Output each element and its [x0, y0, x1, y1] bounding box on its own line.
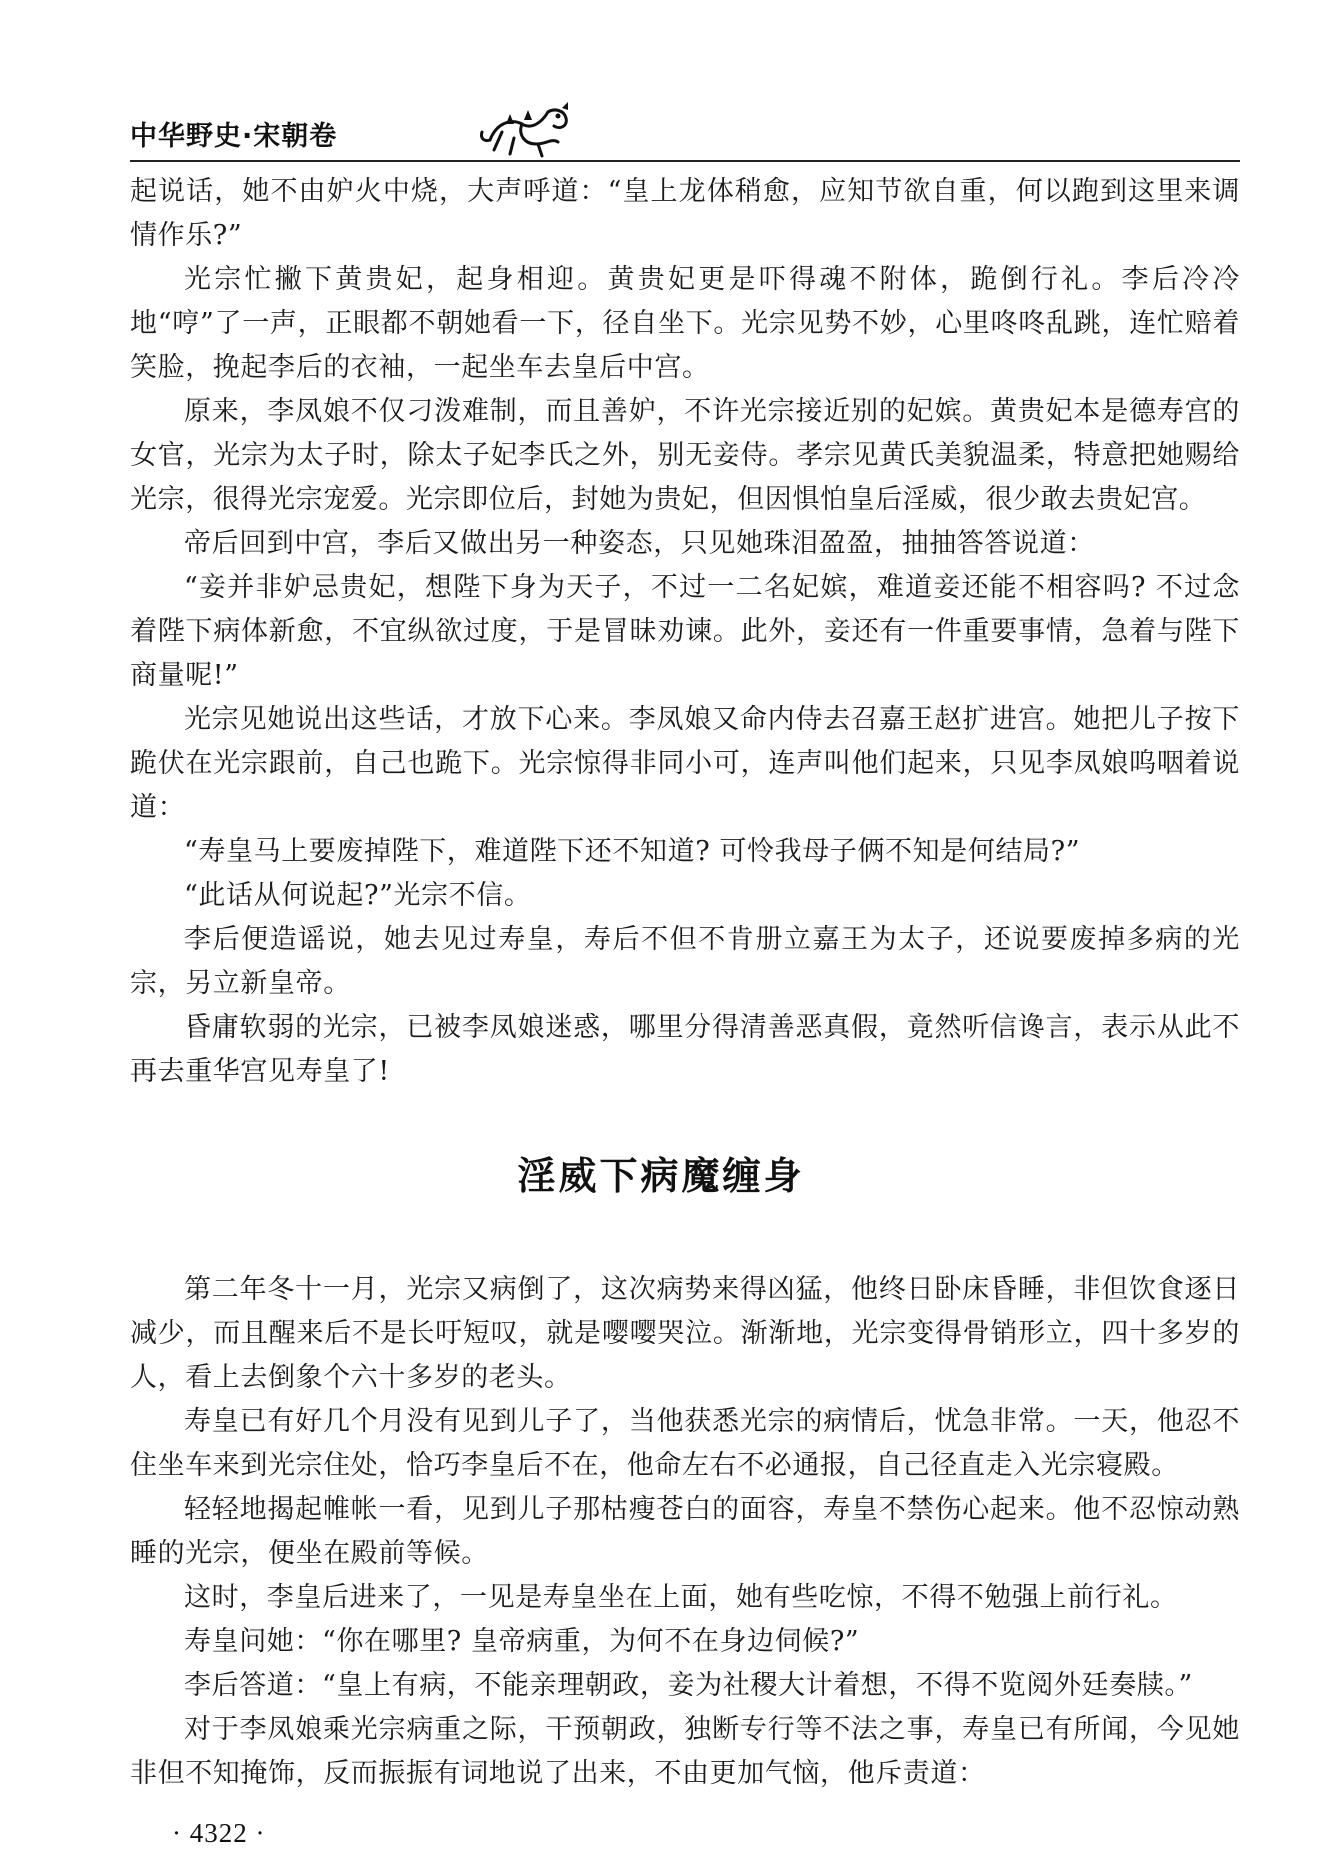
- paragraph: 对于李凤娘乘光宗病重之际，干预朝政，独断专行等不法之事，寿皇已有所闻，今见她非但不知掩饰，反而振振有词地说了出来，不由更加气恼，他斥责道：: [130, 1714, 1240, 1789]
- paragraph: 原来，李凤娘不仅刁泼难制，而且善妒，不许光宗接近别的妃嫔。黄贵妃本是德寿宫的女官，光宗为太子时，除太子妃李氏之外，别无妾侍。孝宗见黄氏美貌温柔，特意把她赐给光宗，很得光宗宠爱。光宗即位后，封她为贵妃，但因惧怕皇后淫威，很少敢去贵妃宫。: [130, 396, 1240, 515]
- paragraph: 帝后回到中宫，李后又做出另一种姿态，只见她珠泪盈盈，抽抽答答说道：: [184, 528, 1095, 559]
- paragraph: 寿皇已有好几个月没有见到儿子了，当他获悉光宗的病情后，忧急非常。一天，他忍不住坐车来到光宗住处，恰巧李皇后不在，他命左右不必通报，自己径直走入光宗寝殿。: [130, 1406, 1240, 1481]
- dragon-emblem-icon: [472, 100, 582, 160]
- section-2-body: [130, 1268, 1240, 1796]
- paragraph: 轻轻地揭起帷帐一看，见到儿子那枯瘦苍白的面容，寿皇不禁伤心起来。他不忍惊动熟睡的光宗，便坐在殿前等候。: [130, 1494, 1240, 1569]
- book-title: 中华野史·宋朝卷: [130, 121, 338, 152]
- paragraph: 起说话，她不由妒火中烧，大声呼道：“皇上龙体稍愈，应知节欲自重，何以跑到这里来调情作乐?”: [130, 176, 1240, 251]
- paragraph: 光宗见她说出这些话，才放下心来。李凤娘又命内侍去召嘉王赵扩进宫。她把儿子按下跪伏在光宗跟前，自己也跪下。光宗惊得非同小可，连声叫他们起来，只见李凤娘呜咽着说道：: [130, 704, 1240, 823]
- paragraph: 李后答道：“皇上有病，不能亲理朝政，妾为社稷大计着想，不得不览阅外廷奏牍。”: [184, 1670, 1193, 1701]
- paragraph: “此话从何说起?”光宗不信。: [184, 880, 532, 911]
- paragraph: “妾并非妒忌贵妃，想陛下身为天子，不过一二名妃嫔，难道妾还能不相容吗? 不过念着陛下病体新愈，不宜纵欲过度，于是冒昧劝谏。此外，妾还有一件重要事情，急着与陛下商量呢!”: [130, 572, 1240, 691]
- paragraph: 第二年冬十一月，光宗又病倒了，这次病势来得凶猛，他终日卧床昏睡，非但饮食逐日减少，而且醒来后不是长吁短叹，就是嘤嘤哭泣。渐渐地，光宗变得骨销形立，四十多岁的人，看上去倒象个六十多岁的老头。: [130, 1274, 1240, 1393]
- paragraph: 光宗忙撇下黄贵妃，起身相迎。黄贵妃更是吓得魂不附体，跪倒行礼。李后冷冷地“哼”了一声，正眼都不朝她看一下，径自坐下。光宗见势不妙，心里咚咚乱跳，连忙赔着笑脸，挽起李后的衣袖，一起坐车去皇后中宫。: [130, 264, 1240, 383]
- header-rule: [130, 160, 1240, 162]
- section-title: 淫威下病魔缠身: [517, 1154, 805, 1198]
- paragraph: “寿皇马上要废掉陛下，难道陛下还不知道? 可怜我母子俩不知是何结局?”: [184, 836, 1081, 867]
- paragraph: 昏庸软弱的光宗，已被李凤娘迷惑，哪里分得清善恶真假，竟然听信谗言，表示从此不再去重华宫见寿皇了!: [130, 1012, 1240, 1087]
- page-header: [130, 100, 1230, 160]
- paragraph: 李后便造谣说，她去见过寿皇，寿后不但不肯册立嘉王为太子，还说要废掉多病的光宗，另立新皇帝。: [130, 924, 1240, 999]
- section-1-body: [130, 170, 1240, 1094]
- page-number: · 4322 ·: [172, 1818, 266, 1848]
- paragraph: 寿皇问她：“你在哪里? 皇帝病重，为何不在身边伺候?”: [184, 1626, 860, 1657]
- paragraph: 这时，李皇后进来了，一见是寿皇坐在上面，她有些吃惊，不得不勉强上前行礼。: [184, 1582, 1178, 1613]
